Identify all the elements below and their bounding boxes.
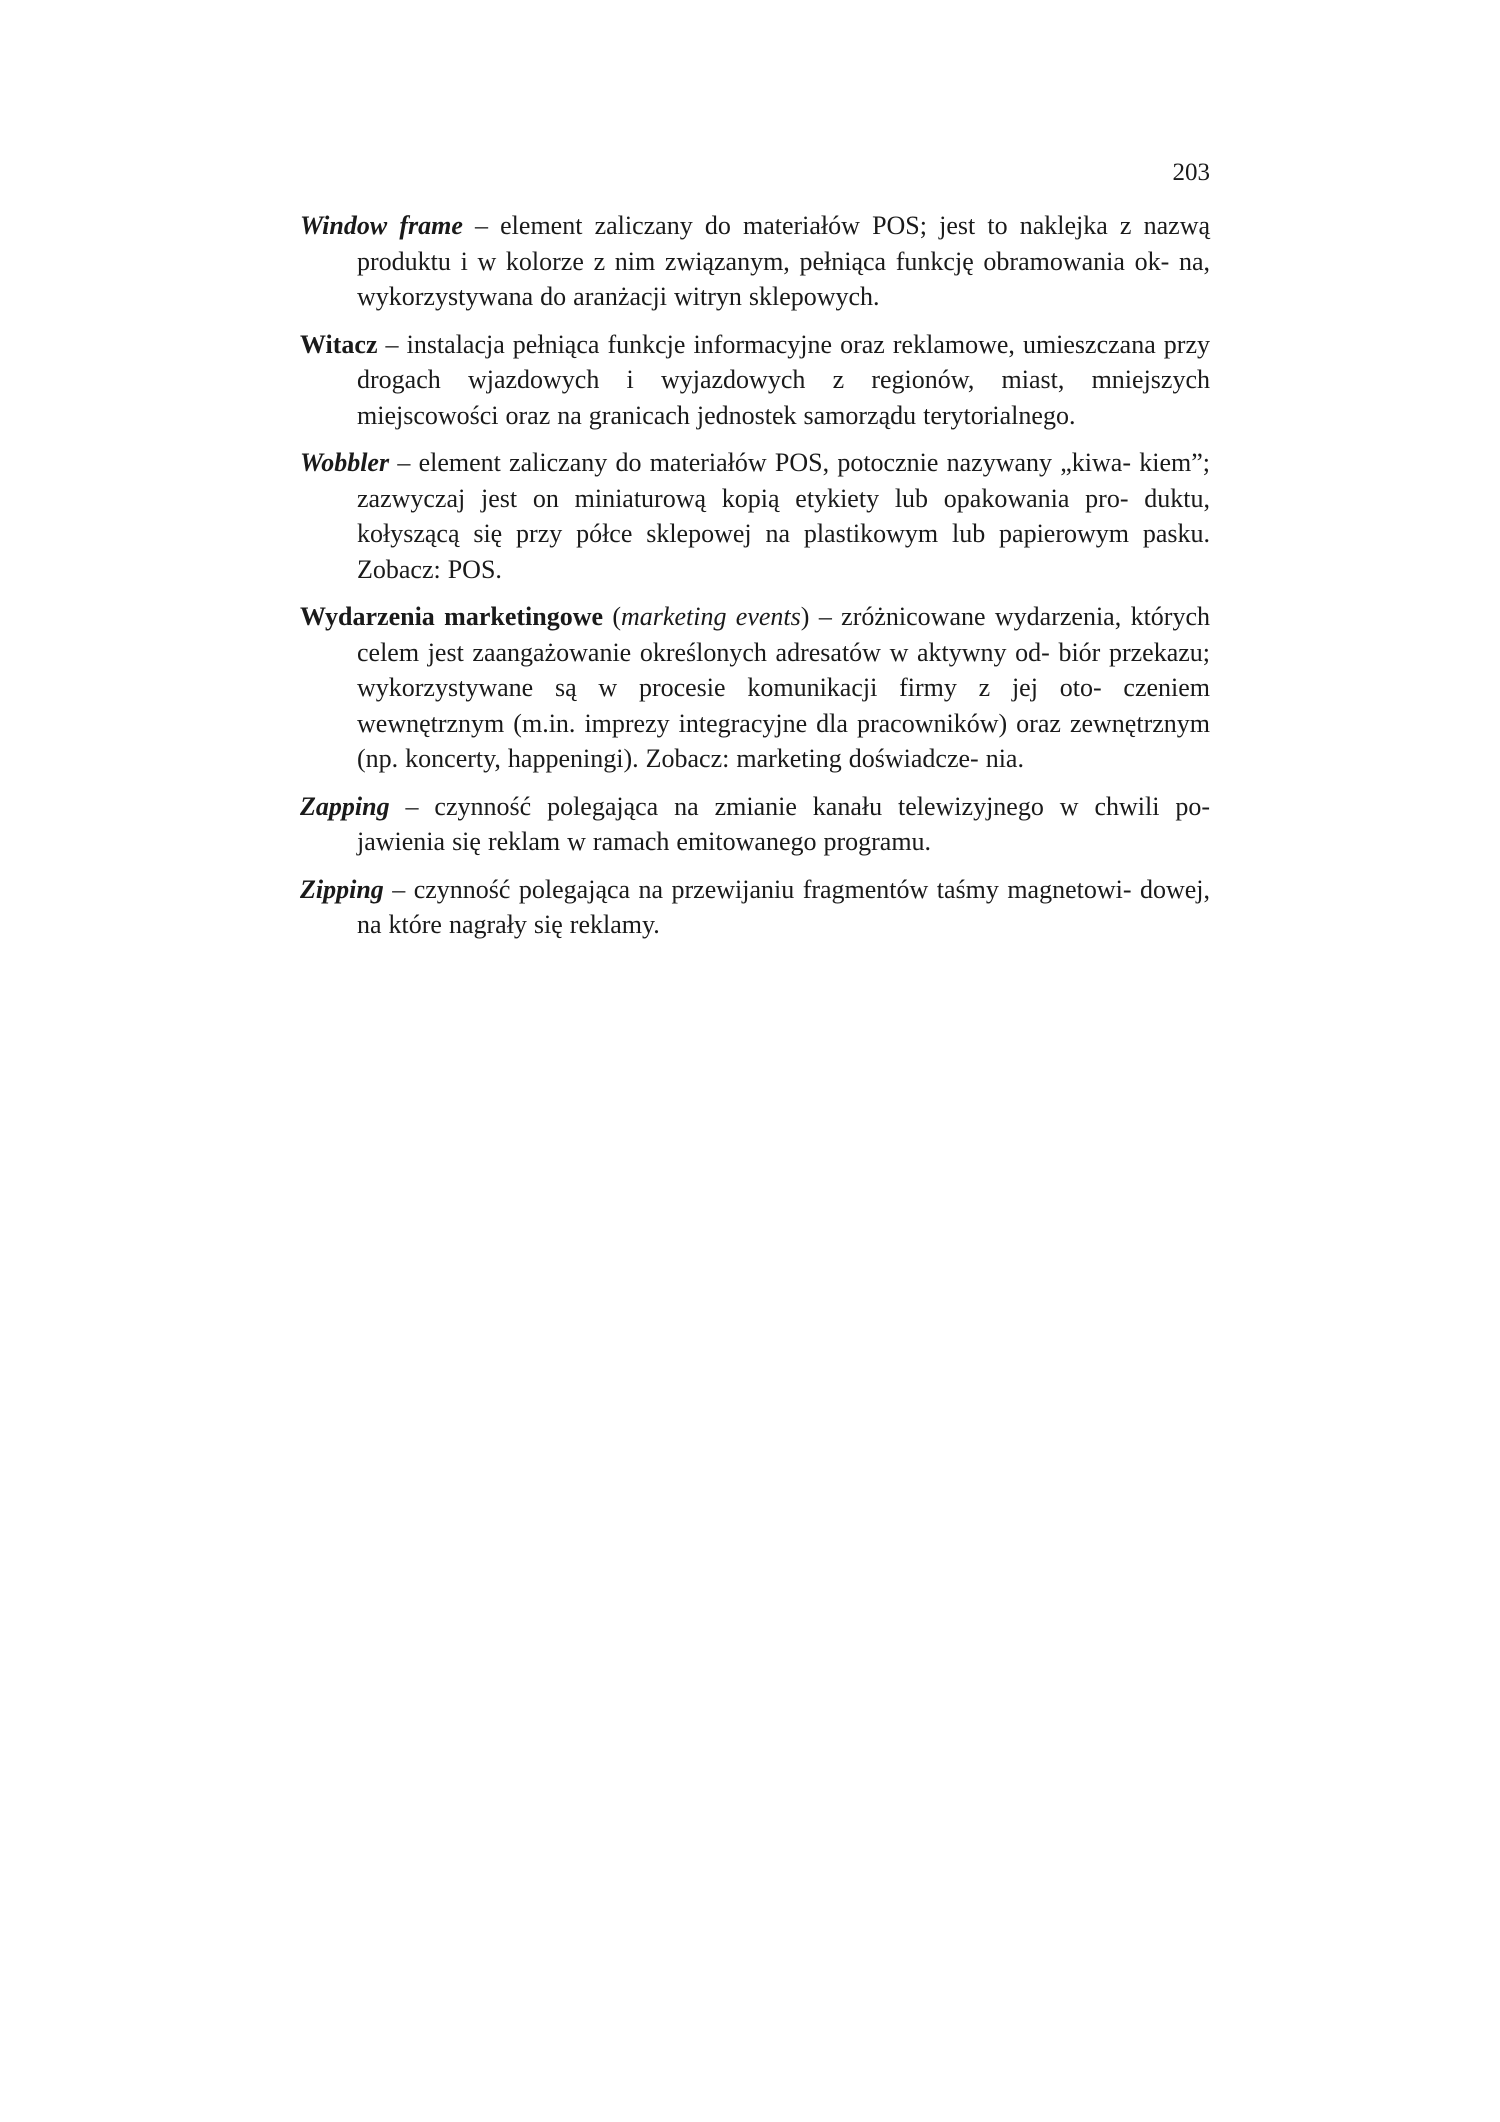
definition-line: jawienia się reklam w ramach emitowanego programu. <box>357 827 932 856</box>
definition-line: – element zaliczany do materiałów POS, potocznie nazywany „kiwa- <box>397 448 1132 477</box>
glossary-entry <box>300 327 1210 434</box>
glossary-term: Zapping <box>300 791 390 821</box>
page-number: 203 <box>1172 159 1210 186</box>
definition-line: których celem jest zaangażowanie określonych adresatów w aktywny od- <box>357 602 1210 667</box>
definition-line: zewnętrznym (np. koncerty, happeningi). Zobacz: marketing doświadcze- <box>357 708 1210 773</box>
definition-line: nia. <box>985 744 1024 773</box>
glossary-entry <box>300 208 1210 315</box>
glossary-term: Window frame <box>300 211 463 240</box>
glossary-term: Wobbler <box>300 448 390 477</box>
definition-line: przy drogach wjazdowych i wyjazdowych z regionów, miast, mniejszych <box>357 329 1210 394</box>
glossary-entry: Wydarzenia marketingowe (marketing events) – zróżnicowane wydarzenia, których celem jest zaangażowanie określonych adresatów w aktywny od- biór przekazu; wykorzystywane są w procesie komunikacji firmy z jej oto- czeniem wewnętrznym (m.in. imprezy integracyjne dla pracowników) oraz zewnętrznym (np. koncerty, happeningi). Zobacz: marketing doświadcze- nia. <box>300 602 1211 773</box>
definition-line: produktu i w kolorze z nim związanym, pełniąca funkcję obramowania ok- <box>357 246 1170 276</box>
definition-line: na, wykorzystywana do aranżacji witryn sklepowych. <box>357 246 1210 311</box>
definition-line: czeniem wewnętrznym (m.in. imprezy integracyjne dla pracowników) oraz <box>357 673 1211 738</box>
glossary-term: Wydarzenia marketingowe <box>300 602 604 631</box>
glossary-entry <box>300 789 1210 860</box>
definition-line: – czynność polegająca na zmianie kanału telewizyjnego w chwili po- <box>405 791 1210 821</box>
definition-line: duktu, kołyszącą się przy półce sklepowej na plastikowym lub papierowym <box>357 483 1210 548</box>
definition-line: pasku. Zobacz: POS. <box>357 519 1210 584</box>
glossary-term: Witacz <box>300 329 378 359</box>
english-equivalent: marketing events <box>621 602 801 631</box>
definition-line: – zróżnicowane wydarzenia, <box>818 602 1122 631</box>
definition-line: – instalacja pełniąca funkcje informacyjne oraz reklamowe, umieszczana <box>385 329 1156 359</box>
definition-line: – czynność polegająca na przewijaniu fragmentów taśmy magnetowi- <box>392 874 1132 904</box>
definition-line: kiem”; zazwyczaj jest on miniaturową kopią etykiety lub opakowania pro- <box>357 448 1211 513</box>
definition-line: dowej, na które nagrały się reklamy. <box>357 874 1211 939</box>
definition-line: miejscowości oraz na granicach jednostek samorządu terytorialnego. <box>357 400 1076 430</box>
glossary-entry <box>300 872 1210 943</box>
glossary-entry <box>300 445 1210 587</box>
glossary-list <box>300 208 1210 955</box>
glossary-term: Zipping <box>300 874 384 904</box>
definition-line: biór przekazu; wykorzystywane są w procesie komunikacji firmy z jej oto- <box>357 637 1211 702</box>
definition-line: – element zaliczany do materiałów POS; jest to naklejka z nazwą <box>475 211 1211 240</box>
